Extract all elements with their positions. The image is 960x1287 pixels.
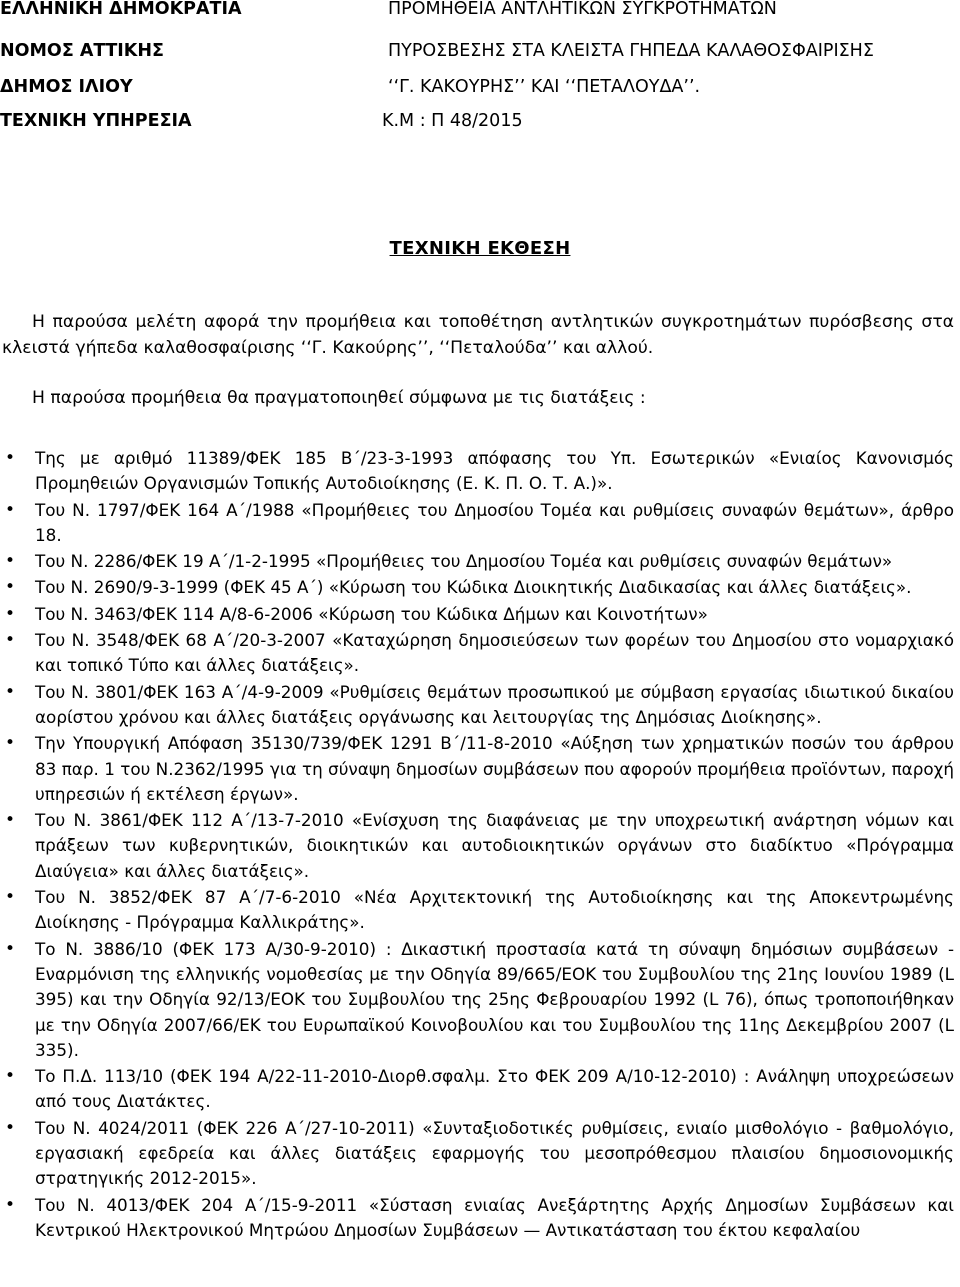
provisions-list (0, 446, 960, 1244)
header-project-code: Κ.Μ : Π 48/2015 (382, 111, 523, 131)
provision-text: Του Ν. 3801/ΦΕΚ 163 Α΄/4-9-2009 «Ρυθμίσεις θεμάτων προσωπικού με σύμβαση εργασίας ιδιωτικού δικαίου αορίστου χρόνου και άλλες διατάξεις οργάνωσης και λειτουργίας της Δημόσιας Διοίκησης». (35, 681, 954, 727)
provision-text: Του Ν. 1797/ΦΕΚ 164 Α΄/1988 «Προμήθειες του Δημοσίου Τομέα και ρυθμίσεις συναφών θεμάτων», άρθρο 18. (35, 499, 954, 545)
header-country: ΕΛΛΗΝΙΚΗ ΔΗΜΟΚΡΑΤΙΑ (0, 0, 242, 19)
provision-text: Το Π.Δ. 113/10 (ΦΕΚ 194 Α/22-11-2010-Διορθ.σφαλμ. Στο ΦΕΚ 209 Α/10-12-2010) : Ανάληψη υποχρεώσεων από τους Διατάκτες. (35, 1066, 954, 1112)
bullet-icon: • (5, 1194, 16, 1215)
provision-text: Του Ν. 3861/ΦΕΚ 112 Α΄/13-7-2010 «Ενίσχυση της διαφάνειας με την υποχρεωτική ανάρτηση νόμων και πράξεων των κυβερνητικών, διοικητικών και αυτοδιοικητικών οργάνων στο διαδίκτυο «Πρόγραμμα Διαύγεια» και άλλες διατάξεις». (35, 810, 954, 881)
header-department: ΤΕΧΝΙΚΗ ΥΠΗΡΕΣΙΑ (0, 111, 192, 131)
provision-item (0, 628, 960, 679)
bullet-icon: • (5, 1117, 16, 1138)
bullet-icon: • (5, 499, 16, 520)
provision-item (0, 549, 960, 574)
provision-text: Του Ν. 3548/ΦΕΚ 68 Α΄/20-3-2007 «Καταχώρηση δημοσιεύσεων των φορέων του Δημοσίου στο νομαρχιακό και τοπικό Τύπο και άλλες διατάξεις». (35, 630, 954, 676)
bullet-icon: • (5, 887, 16, 908)
intro-paragraph: Η παρούσα μελέτη αφορά την προμήθεια και τοποθέτηση αντλητικών συγκροτημάτων πυρόσβεσης στα κλειστά γήπεδα καλαθοσφαίρισης ‘‘Γ. Κακούρης’’, ‘‘Πεταλούδα’’ και αλλού. (2, 312, 954, 358)
provision-item (0, 498, 960, 549)
bullet-icon: • (5, 681, 16, 702)
provision-item (0, 937, 960, 1063)
header-prefecture: ΝΟΜΟΣ ΑΤΤΙΚΗΣ (0, 41, 164, 61)
header-subject-line-2: ΠΥΡΟΣΒΕΣΗΣ ΣΤΑ ΚΛΕΙΣΤΑ ΓΗΠΕΔΑ ΚΑΛΑΘΟΣΦΑΙΡΙΣΗΣ (388, 41, 874, 61)
bullet-icon: • (5, 551, 16, 572)
provision-text: Του Ν. 2286/ΦΕΚ 19 Α΄/1-2-1995 «Προμήθειες του Δημοσίου Τομέα και ρυθμίσεις συναφών θεμάτων» (35, 551, 893, 572)
bullet-icon: • (5, 630, 16, 651)
provision-text: Του Ν. 4013/ΦΕΚ 204 Α΄/15-9-2011 «Σύσταση ενιαίας Ανεξάρτητης Αρχής Δημοσίων Συμβάσεων και Κεντρικού Ηλεκτρονικού Μητρώου Δημοσίων Συμβάσεων — Αντικατάσταση του έκτου κεφαλαίου (35, 1194, 954, 1240)
provision-item (0, 1193, 960, 1244)
bullet-icon: • (5, 938, 16, 959)
bullet-icon: • (5, 448, 16, 468)
provision-item (0, 808, 960, 884)
provisions-lead-text: Η παρούσα προμήθεια θα πραγματοποιηθεί σύμφωνα με τις διατάξεις : (32, 388, 646, 408)
report-title: ΤΕΧΝΙΚΗ ΕΚΘΕΣΗ (389, 238, 571, 259)
header-subject-line-1: ΠΡΟΜΗΘΕΙΑ ΑΝΤΛΗΤΙΚΩΝ ΣΥΓΚΡΟΤΗΜΑΤΩΝ (388, 0, 777, 19)
provision-text: Του Ν. 3852/ΦΕΚ 87 Α΄/7-6-2010 «Νέα Αρχιτεκτονική της Αυτοδιοίκησης και της Αποκεντρωμένης Διοίκησης - Πρόγραμμα Καλλικράτης». (35, 887, 954, 933)
provision-item (0, 731, 960, 807)
provision-item (0, 1064, 960, 1115)
header-municipality: ΔΗΜΟΣ ΙΛΙΟΥ (0, 77, 133, 97)
provision-text: Την Υπουργική Απόφαση 35130/739/ΦΕΚ 1291 Β΄/11-8-2010 «Αύξηση των χρηματικών ποσών του άρθρου 83 παρ. 1 του Ν.2362/1995 για τη σύναψη δημοσίων συμβάσεων που αφορούν προμήθεια προϊόντων, παροχή υπηρεσιών ή εκτέλεση έργων». (35, 733, 954, 804)
provision-item (0, 446, 960, 497)
provision-text: Του Ν. 3463/ΦΕΚ 114 Α/8-6-2006 «Κύρωση του Κώδικα Δήμων και Κοινοτήτων» (35, 603, 708, 624)
provision-item (0, 885, 960, 936)
provision-item (0, 575, 960, 600)
provision-text: Το Ν. 3886/10 (ΦΕΚ 173 Α/30-9-2010) : Δικαστική προστασία κατά τη σύναψη δημόσιων συμβάσεων - Εναρμόνιση της ελληνικής νομοθεσίας με την Οδηγία 89/665/ΕΟΚ του Συμβουλίου της 21ης Ιουνίου 1989 (L 395) και την Οδηγία 92/13/ΕΟΚ του Συμβουλίου της 25ης Φεβρουαρίου 1992 (L 76), όπως τροποποιήθηκαν με την Οδηγία 2007/66/ΕΚ του Ευρωπαϊκού Κοινοβουλίου και του Συμβουλίου της 11ης Δεκεμβρίου 2007 (L 335). (35, 938, 954, 1060)
provision-item (0, 680, 960, 731)
bullet-icon: • (5, 810, 16, 831)
provision-text: Του Ν. 4024/2011 (ΦΕΚ 226 Α΄/27-10-2011) «Συνταξιοδοτικές ρυθμίσεις, ενιαίο μισθολόγιο - βαθμολόγιο, εργασιακή εφεδρεία και άλλες διατάξεις εφαρμογής του μεσοπρόθεσμου πλαισίου δημοσιονομικής στρατηγικής 2012-2015». (35, 1117, 954, 1189)
bullet-icon: • (5, 603, 16, 624)
header-subject-line-3: ‘‘Γ. ΚΑΚΟΥΡΗΣ’’ ΚΑΙ ‘‘ΠΕΤΑΛΟΥΔΑ’’. (388, 77, 701, 97)
provision-text: Της με αριθμό 11389/ΦΕΚ 185 Β΄/23-3-1993 απόφασης του Υπ. Εσωτερικών «Ενιαίος Κανονισμός Προμηθειών Οργανισμών Τοπικής Αυτοδιοίκησης (Ε. Κ. Π. Ο. Τ. Α.)». (35, 448, 954, 494)
bullet-icon: • (5, 577, 16, 598)
provision-item (0, 602, 960, 627)
bullet-icon: • (5, 733, 16, 754)
provision-item (0, 1116, 960, 1192)
bullet-icon: • (5, 1066, 16, 1087)
provision-text: Του Ν. 2690/9-3-1999 (ΦΕΚ 45 Α΄) «Κύρωση του Κώδικα Διοικητικής Διαδικασίας και άλλες διατάξεις». (35, 577, 912, 598)
